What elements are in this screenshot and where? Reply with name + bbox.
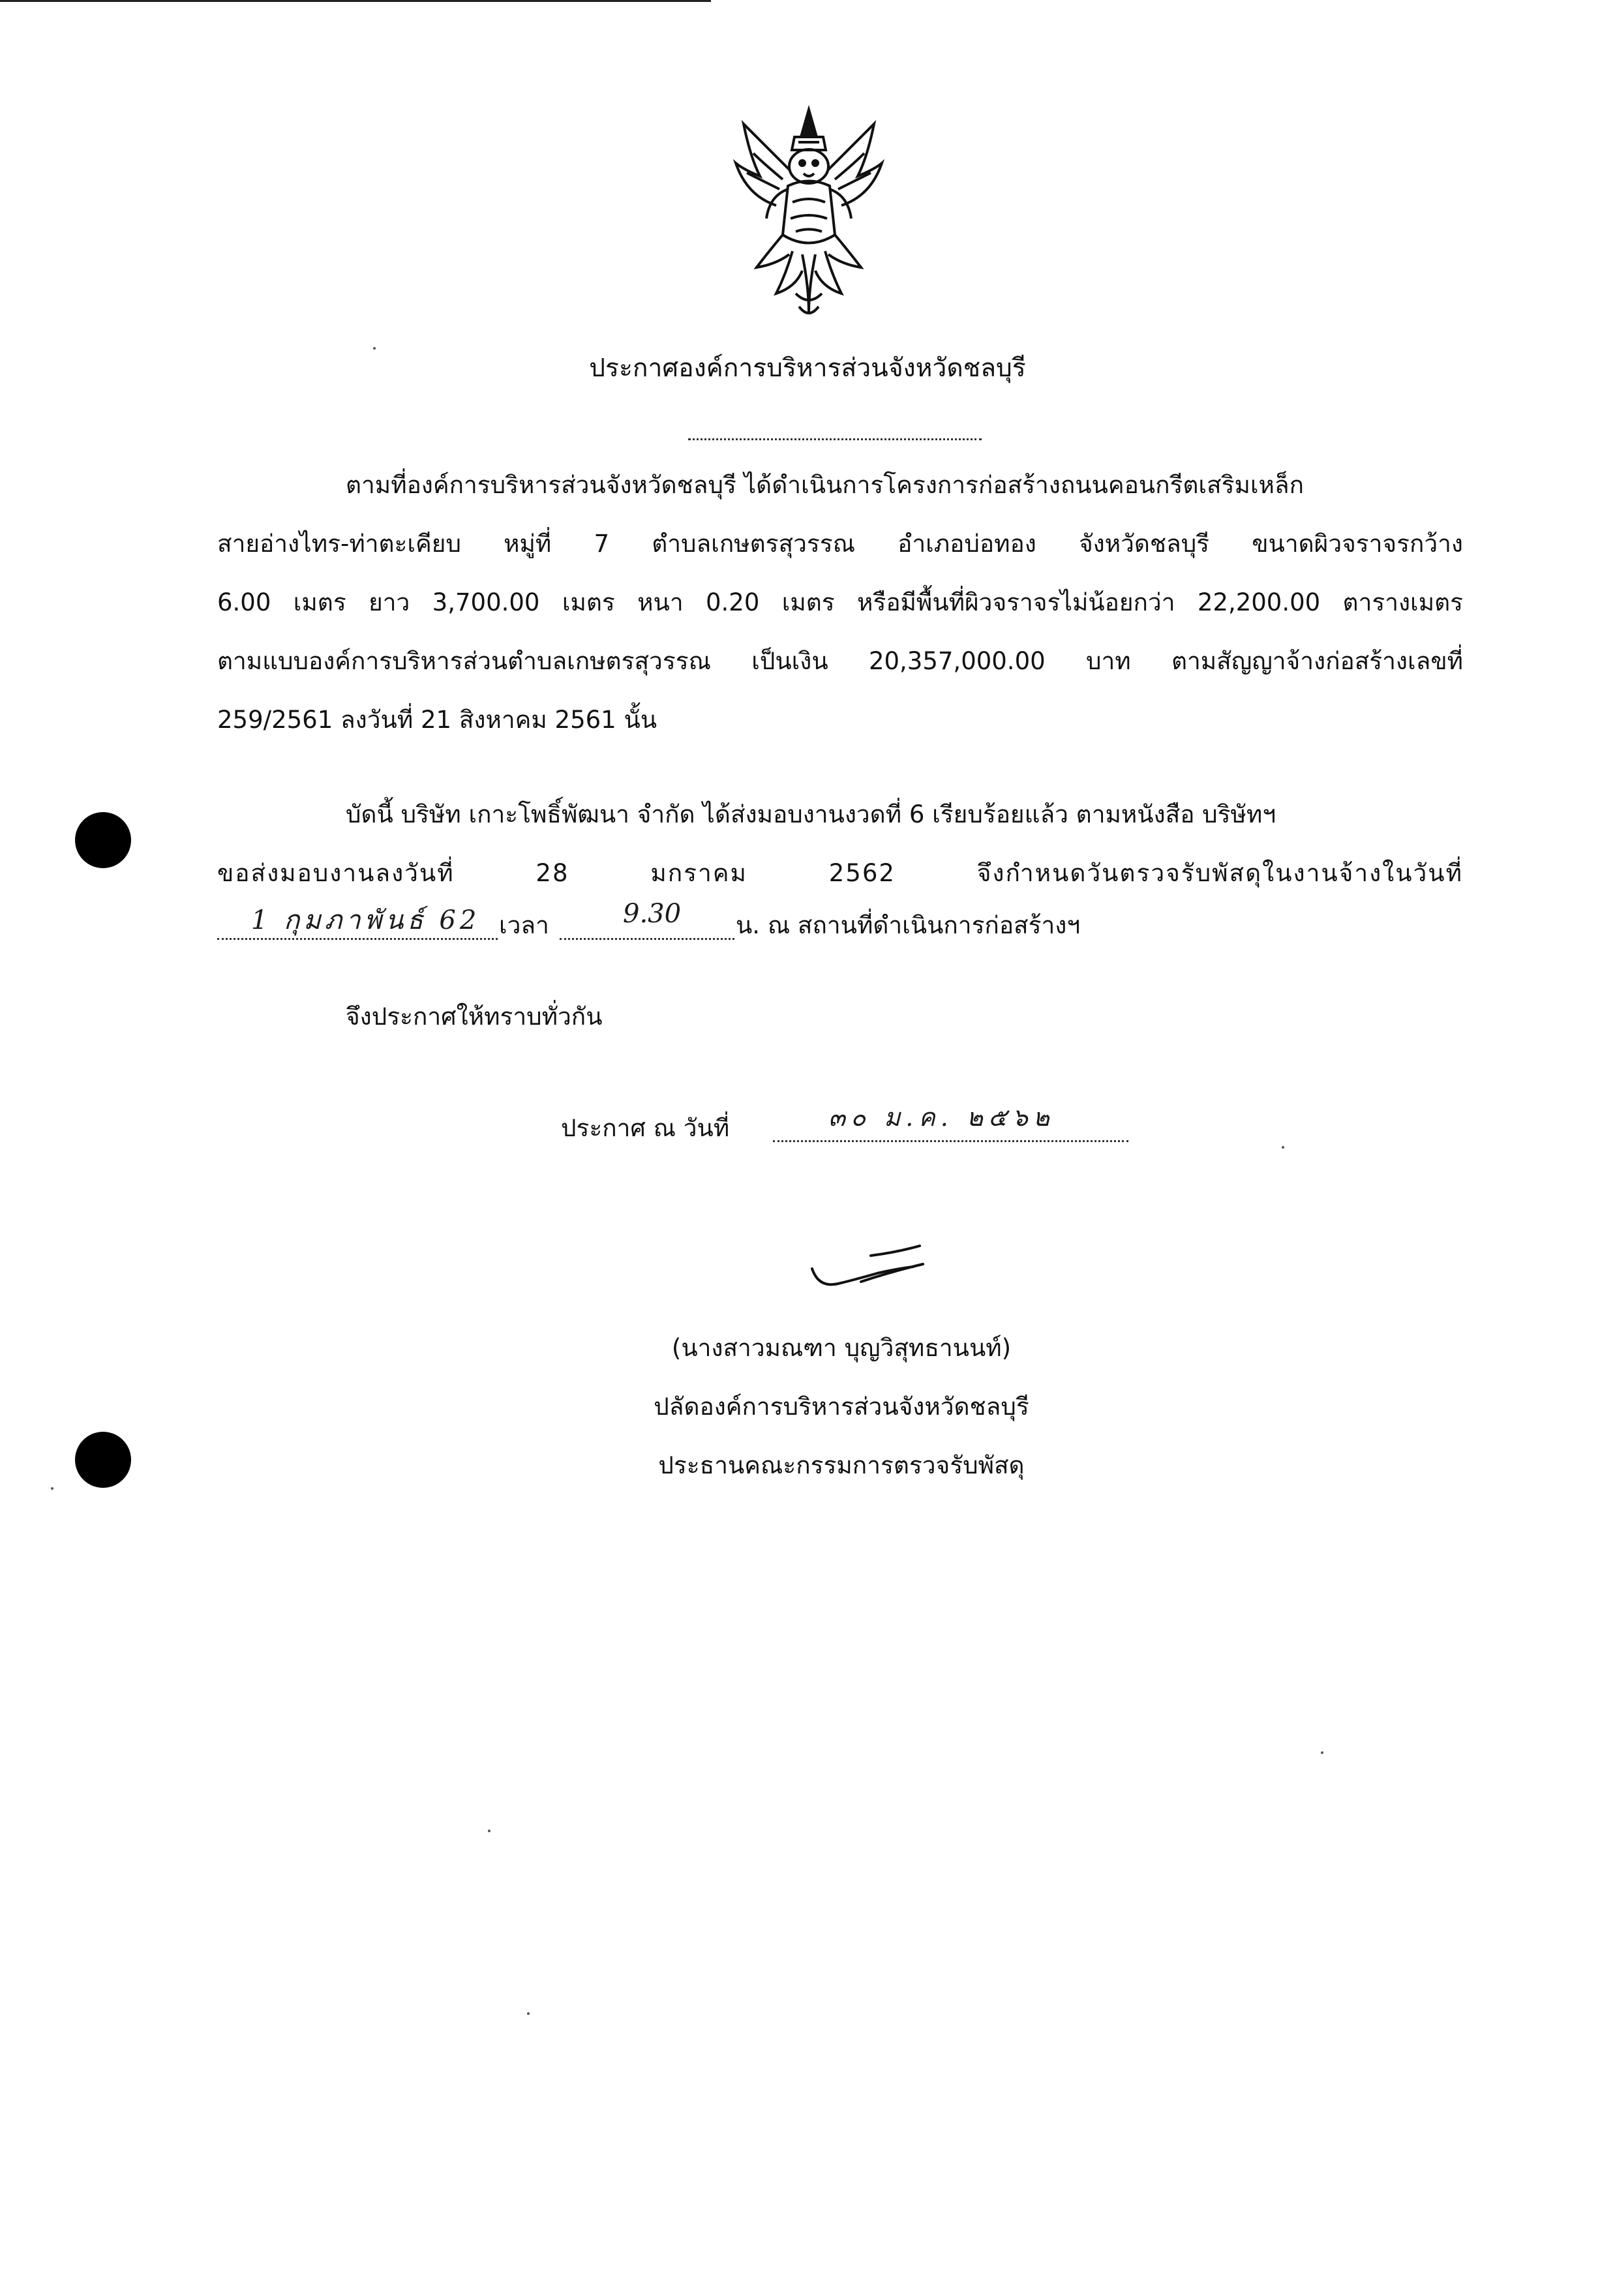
announce-date-fill-line: [773, 1140, 1128, 1142]
signature: [799, 1233, 943, 1305]
signatory-position-2: ประธานคณะกรรมการตรวจรับพัสดุ: [658, 1451, 1025, 1479]
signatory-position-1: ปลัดองค์การบริหารส่วนจังหวัดชลบุรี: [654, 1393, 1029, 1421]
garuda-emblem: [731, 98, 887, 333]
location-text: น. ณ สถานที่ดำเนินการก่อสร้างฯ: [736, 911, 1081, 939]
scan-speck: [1321, 1751, 1323, 1754]
paragraph1-line1: ตามที่องค์การบริหารส่วนจังหวัดชลบุรี ได้ดำเนินการโครงการก่อสร้างถนนคอนกรีตเสริมเหล็ก: [346, 471, 1304, 499]
scan-speck: [51, 1487, 53, 1490]
time-label: เวลา: [499, 911, 549, 939]
paragraph1-line2: สายอ่างไทร-ท่าตะเคียบ หมู่ที่ 7 ตำบลเกษตรสุวรรณ อำเภอบ่อทอง จังหวัดชลบุรี ขนาดผิวจราจรกว้าง: [217, 530, 1463, 558]
paragraph1-line3: 6.00 เมตร ยาว 3,700.00 เมตร หนา 0.20 เมตร หรือมีพื้นที่ผิวจราจรไม่น้อยกว่า 22,200.00 ตารางเมตร: [217, 588, 1463, 616]
document-title: ประกาศองค์การบริหารส่วนจังหวัดชลบุรี: [589, 354, 1026, 383]
scan-speck: [488, 1830, 491, 1832]
handwritten-inspection-time: 9.30: [623, 899, 682, 929]
closing-text: จึงประกาศให้ทราบทั่วกัน: [346, 1003, 603, 1031]
handwritten-inspection-date: 1 กุมภาพันธ์ 62: [251, 905, 481, 935]
scan-speck: [373, 347, 376, 350]
punch-hole-top: [75, 812, 131, 868]
title-underline: [688, 438, 982, 440]
scan-speck: [1282, 1146, 1284, 1149]
paragraph1-line4: ตามแบบองค์การบริหารส่วนตำบลเกษตรสุวรรณ เป็นเงิน 20,357,000.00 บาท ตามสัญญาจ้างก่อสร้างเลขที่: [217, 647, 1463, 675]
scan-edge-line: [0, 0, 711, 2]
paragraph2-line1: บัดนี้ บริษัท เกาะโพธิ์พัฒนา จำกัด ได้ส่งมอบงานงวดที่ 6 เรียบร้อยแล้ว ตามหนังสือ บริษัทฯ: [346, 800, 1276, 828]
handwritten-announce-date: ๓๐ ม.ค. ๒๕๖๒: [828, 1103, 1055, 1132]
signatory-name: (นางสาวมณฑา บุญวิสุทธานนท์): [671, 1334, 1012, 1362]
paragraph1-line5: 259/2561 ลงวันที่ 21 สิงหาคม 2561 นั้น: [217, 706, 657, 734]
punch-hole-bottom: [75, 1432, 131, 1488]
paragraph2-line2: ขอส่งมอบงานลงวันที่ 28 มกราคม 2562 จึงกำหนดวันตรวจรับพัสดุในงานจ้างในวันที่: [217, 859, 1463, 887]
scan-speck: [527, 2012, 530, 2015]
announce-date-label: ประกาศ ณ วันที่: [561, 1114, 730, 1142]
time-fill-line: [560, 938, 734, 940]
